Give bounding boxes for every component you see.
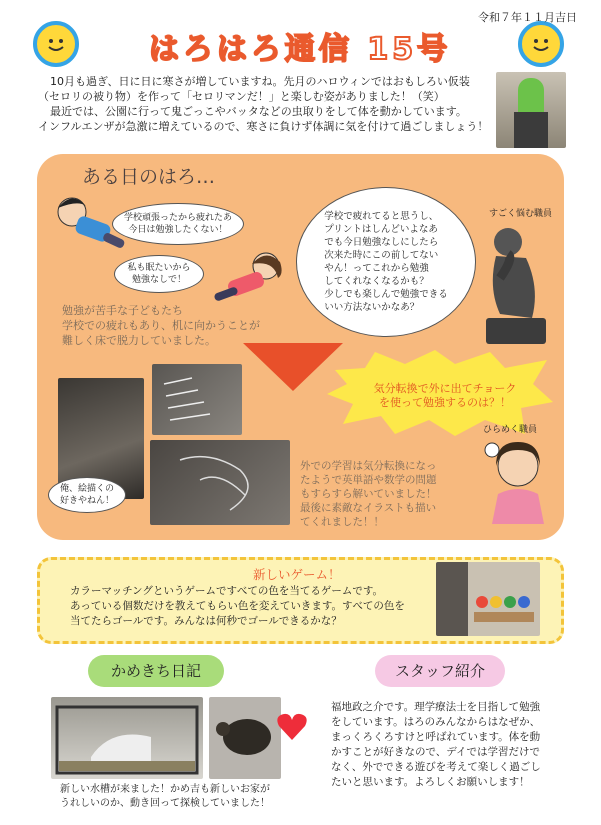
note-line: 難しく床で脱力していました。 bbox=[62, 334, 216, 347]
bubble-line: 少しでも楽しんで勉強できる bbox=[324, 289, 448, 300]
outside-note bbox=[300, 459, 490, 529]
staff-text bbox=[331, 700, 571, 790]
staff-line: なく、外でできる遊びを考えて楽しく過ごし bbox=[331, 761, 541, 773]
tired-girl-bubble bbox=[114, 255, 204, 293]
game-line: カラーマッチングというゲームですべての色を当てるゲームです。 bbox=[70, 585, 384, 597]
drawing-boy-bubble bbox=[48, 477, 126, 513]
idea-staff-illustration bbox=[478, 434, 558, 524]
color-matching-game-photo bbox=[436, 562, 540, 636]
bubble-line: 俺、絵描くの bbox=[59, 484, 114, 494]
thinker-label: すごく悩む職員 bbox=[489, 209, 553, 219]
idea-line: 気分転換で外に出てチョーク bbox=[373, 382, 517, 395]
bubble-line: プリントはしんどいよなあ bbox=[324, 224, 438, 235]
bubble-line: 今日は勉強したくない！ bbox=[128, 225, 228, 235]
turtle-tank-photo bbox=[51, 697, 203, 779]
game-text bbox=[70, 584, 440, 629]
staff-line: 福地政之介です。理学療法士を目指して勉強 bbox=[331, 701, 541, 713]
heart-icon bbox=[276, 712, 308, 742]
turtle-heading: かめきち日記 bbox=[88, 655, 224, 687]
turtle-line: 新しい水槽が来ました！かめ吉も新しいお家が bbox=[60, 784, 270, 795]
note-line: 学校での疲れもあり、机に向かうことが bbox=[62, 319, 260, 332]
staff-line: たいと思います。よろしくお願いします！ bbox=[331, 776, 530, 788]
game-line: あっている個数だけを教えてもらい色を変えていきます。すべての色を bbox=[70, 600, 405, 612]
newsletter-title: はろはろ通信 15号 bbox=[148, 32, 452, 67]
smiley-sun-icon-left bbox=[33, 21, 79, 67]
story-title: ある日のはろ… bbox=[82, 166, 216, 188]
issue-date: 令和７年１１月吉日 bbox=[478, 11, 577, 24]
game-heading: 新しいゲーム！ bbox=[253, 567, 341, 582]
staff-thought-bubble bbox=[296, 187, 476, 337]
intro-line: インフルエンザが急激に増えているので、寒さに負けず体調に気を付けて過ごしましょう！ bbox=[38, 120, 489, 133]
note-line: てくれました！！ bbox=[300, 516, 384, 528]
turtle-text bbox=[60, 783, 300, 811]
note-line: 最後に素敵なイラストも描い bbox=[300, 502, 437, 514]
intro-text bbox=[38, 74, 493, 134]
bubble-line: 学校で疲れてると思うし、 bbox=[324, 211, 439, 222]
note-line: たようで英単語や数学の問題 bbox=[300, 474, 437, 486]
chalk-photo-2 bbox=[152, 364, 242, 435]
bubble-line: でも今日勉強なしにしたら bbox=[324, 237, 439, 248]
game-line: 当てたらゴールです。みんなは何秒でゴールできるかな？ bbox=[70, 615, 342, 627]
bubble-line: いい方法ないかなあ？ bbox=[324, 302, 420, 313]
thinker-statue-illustration bbox=[478, 218, 554, 348]
bubble-line: 私も眠たいから bbox=[127, 263, 191, 273]
turtle-photo bbox=[209, 697, 281, 779]
smiley-sun-icon-right bbox=[518, 21, 564, 67]
intro-line: 最近では、公園に行って鬼ごっこやバッタなどの虫取りをして体を動かしています。 bbox=[50, 105, 467, 118]
note-line: もすらすら解いていました！ bbox=[300, 488, 437, 500]
chalk-photo-3 bbox=[150, 440, 290, 525]
staff-line: かすことが好きなので、デイでは学習だけで bbox=[331, 746, 541, 758]
bubble-line: してくれなくなるかも？ bbox=[324, 276, 429, 287]
staff-heading: スタッフ紹介 bbox=[375, 655, 505, 687]
intro-line: 10月も過ぎ、日に日に寒さが増していますね。先月のハロウィンではおもしろい仮装 bbox=[50, 75, 470, 88]
bubble-line: 次来た時にこの前してない bbox=[324, 250, 439, 261]
idea-text bbox=[360, 382, 530, 410]
staff-line: をしています。はろのみんなからはなぜか、 bbox=[331, 716, 541, 728]
tired-note bbox=[62, 303, 272, 348]
tired-boy-bubble bbox=[112, 203, 244, 245]
turtle-line: うれしいのか、動き回って探検していました！ bbox=[60, 798, 270, 809]
note-line: 外での学習は気分転換になっ bbox=[300, 460, 437, 472]
bubble-line: 好きやねん！ bbox=[59, 496, 114, 506]
bubble-line: 学校頑張ったから疲れたあ bbox=[123, 213, 232, 223]
intro-line: （セロリの被り物）を作って「セロリマンだ！」と楽しむ姿がありました！（笑） bbox=[38, 90, 445, 103]
idea-line: を使って勉強するのは？！ bbox=[379, 396, 511, 409]
staff-line: まっくろくろすけと呼ばれています。体を動 bbox=[331, 731, 541, 743]
halloween-photo bbox=[496, 72, 566, 148]
note-line: 勉強が苦手な子どもたち bbox=[62, 304, 183, 317]
bubble-line: 勉強なしで！ bbox=[131, 275, 186, 285]
bubble-line: やん！ってこれから勉強 bbox=[324, 263, 429, 274]
idea-label: ひらめく職員 bbox=[483, 425, 538, 435]
